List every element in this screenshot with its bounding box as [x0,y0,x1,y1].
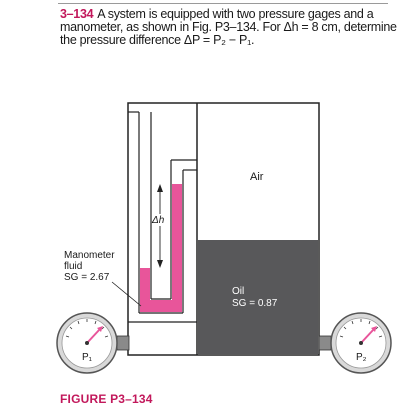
delta-h-label: Δh [152,215,165,226]
oil-region [198,240,318,354]
manometer-label: Manometer [64,250,115,261]
gage-left-hub [85,341,89,345]
oil-sg-label: SG = 0.87 [232,298,278,309]
problem-text: A system is equipped with two pressure gages and a manometer, as shown in Fig. P3–134. For Δh = 8 cm, determine the pressure difference ΔP = P₂ − P₁. [60,7,397,47]
gage-left-fitting [117,336,129,350]
gage-right-label: P₂ [356,352,367,363]
manometer-right-leg-fluid [172,184,182,312]
manometer-sg-label: SG = 2.67 [64,272,110,283]
air-label: Air [250,171,264,183]
figure-caption: FIGURE P3–134 [60,392,153,406]
oil-label: Oil [232,286,245,297]
gage-left-label: P₁ [82,352,93,363]
gage-right-fitting [319,336,331,350]
problem-number: 3–134 [60,7,94,21]
gage-right-hub [359,341,363,345]
manometer-fluid-label: fluid [64,261,83,272]
